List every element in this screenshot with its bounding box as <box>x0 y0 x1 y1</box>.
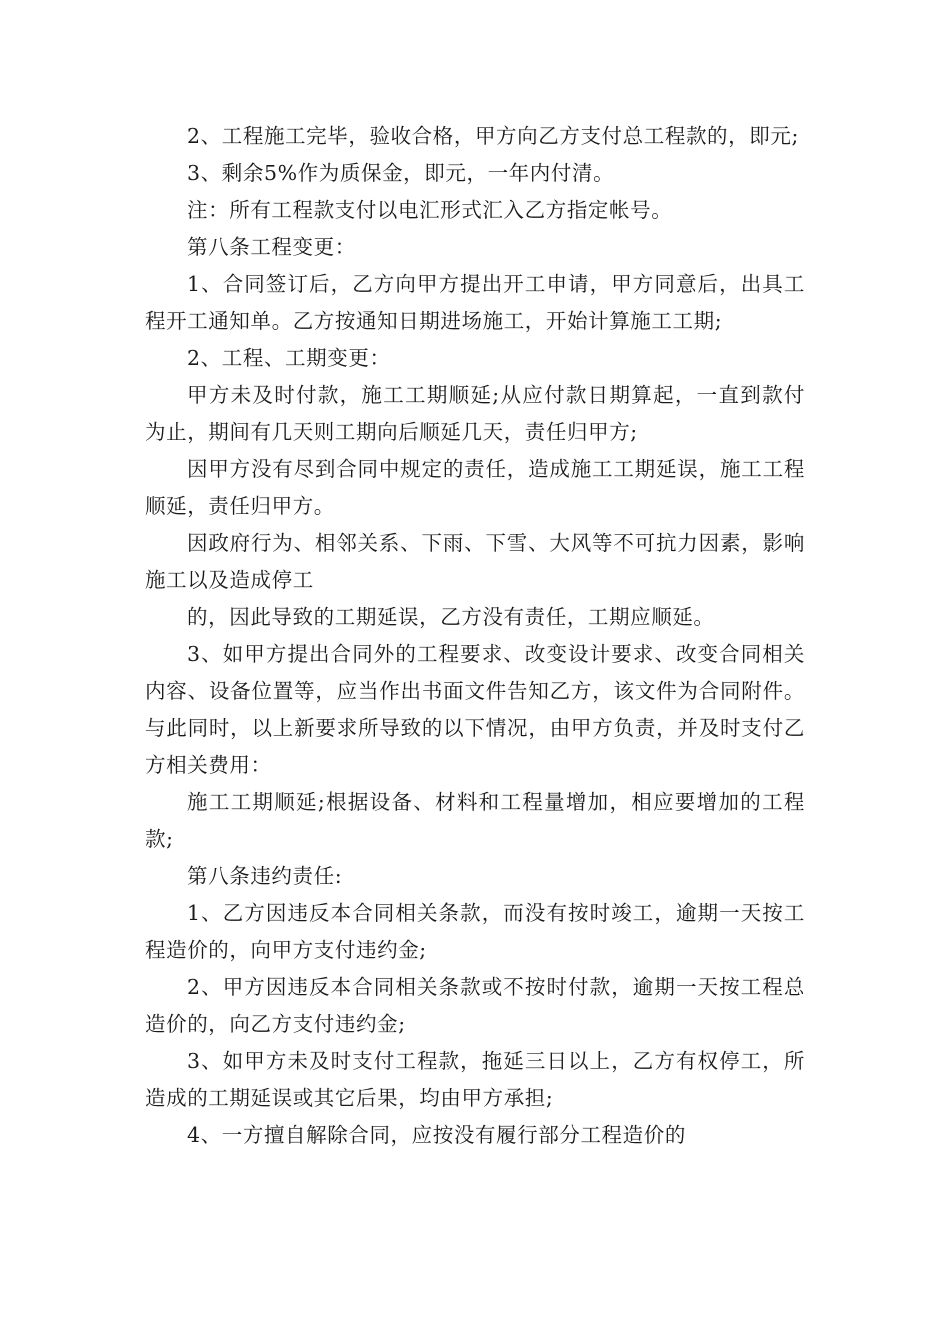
document-body <box>145 118 805 1154</box>
paragraph-force-majeure-cont: 的，因此导致的工期延误，乙方没有责任，工期应顺延。 <box>187 605 715 629</box>
section-heading-change: 第八条工程变更： <box>187 235 356 259</box>
paragraph-party-a-fault: 因甲方没有尽到合同中规定的责任，造成施工工期延误，施工工程顺延，责任归甲方。 <box>145 457 805 518</box>
paragraph-change-2: 2、工程、工期变更： <box>187 346 391 370</box>
paragraph-payment-2: 2、工程施工完毕，验收合格，甲方向乙方支付总工程款的，即元; <box>187 124 799 148</box>
paragraph-breach-3: 3、如甲方未及时支付工程款，拖延三日以上，乙方有权停工，所造成的工期延误或其它后果，均由甲方承担; <box>145 1049 805 1110</box>
paragraph-change-3: 3、如甲方提出合同外的工程要求、改变设计要求、改变合同相关内容、设备位置等，应当作出书面文件告知乙方，该文件为合同附件。与此同时，以上新要求所导致的以下情况，由甲方负责，并及时支付乙方相关费用： <box>145 642 805 777</box>
paragraph-breach-1: 1、乙方因违反本合同相关条款，而没有按时竣工，逾期一天按工程造价的，向甲方支付违约金; <box>145 901 805 962</box>
paragraph-payment-note: 注：所有工程款支付以电汇形式汇入乙方指定帐号。 <box>187 198 673 222</box>
paragraph-extension: 施工工期顺延;根据设备、材料和工程量增加，相应要增加的工程款; <box>145 790 805 851</box>
paragraph-payment-3: 3、剩余5%作为质保金，即元，一年内付清。 <box>187 161 615 185</box>
paragraph-force-majeure: 因政府行为、相邻关系、下雨、下雪、大风等不可抗力因素，影响施工以及造成停工 <box>145 531 805 592</box>
paragraph-change-1: 1、合同签订后，乙方向甲方提出开工申请，甲方同意后，出具工程开工通知单。乙方按通知日期进场施工，开始计算施工工期; <box>145 272 805 333</box>
section-heading-breach: 第八条违约责任: <box>187 864 343 888</box>
paragraph-breach-4: 4、一方擅自解除合同，应按没有履行部分工程造价的 <box>187 1123 686 1147</box>
paragraph-breach-2: 2、甲方因违反本合同相关条款或不按时付款，逾期一天按工程总造价的，向乙方支付违约金; <box>145 975 805 1036</box>
paragraph-late-payment: 甲方未及时付款，施工工期顺延;从应付款日期算起，一直到款付为止，期间有几天则工期向后顺延几天，责任归甲方; <box>145 383 805 444</box>
